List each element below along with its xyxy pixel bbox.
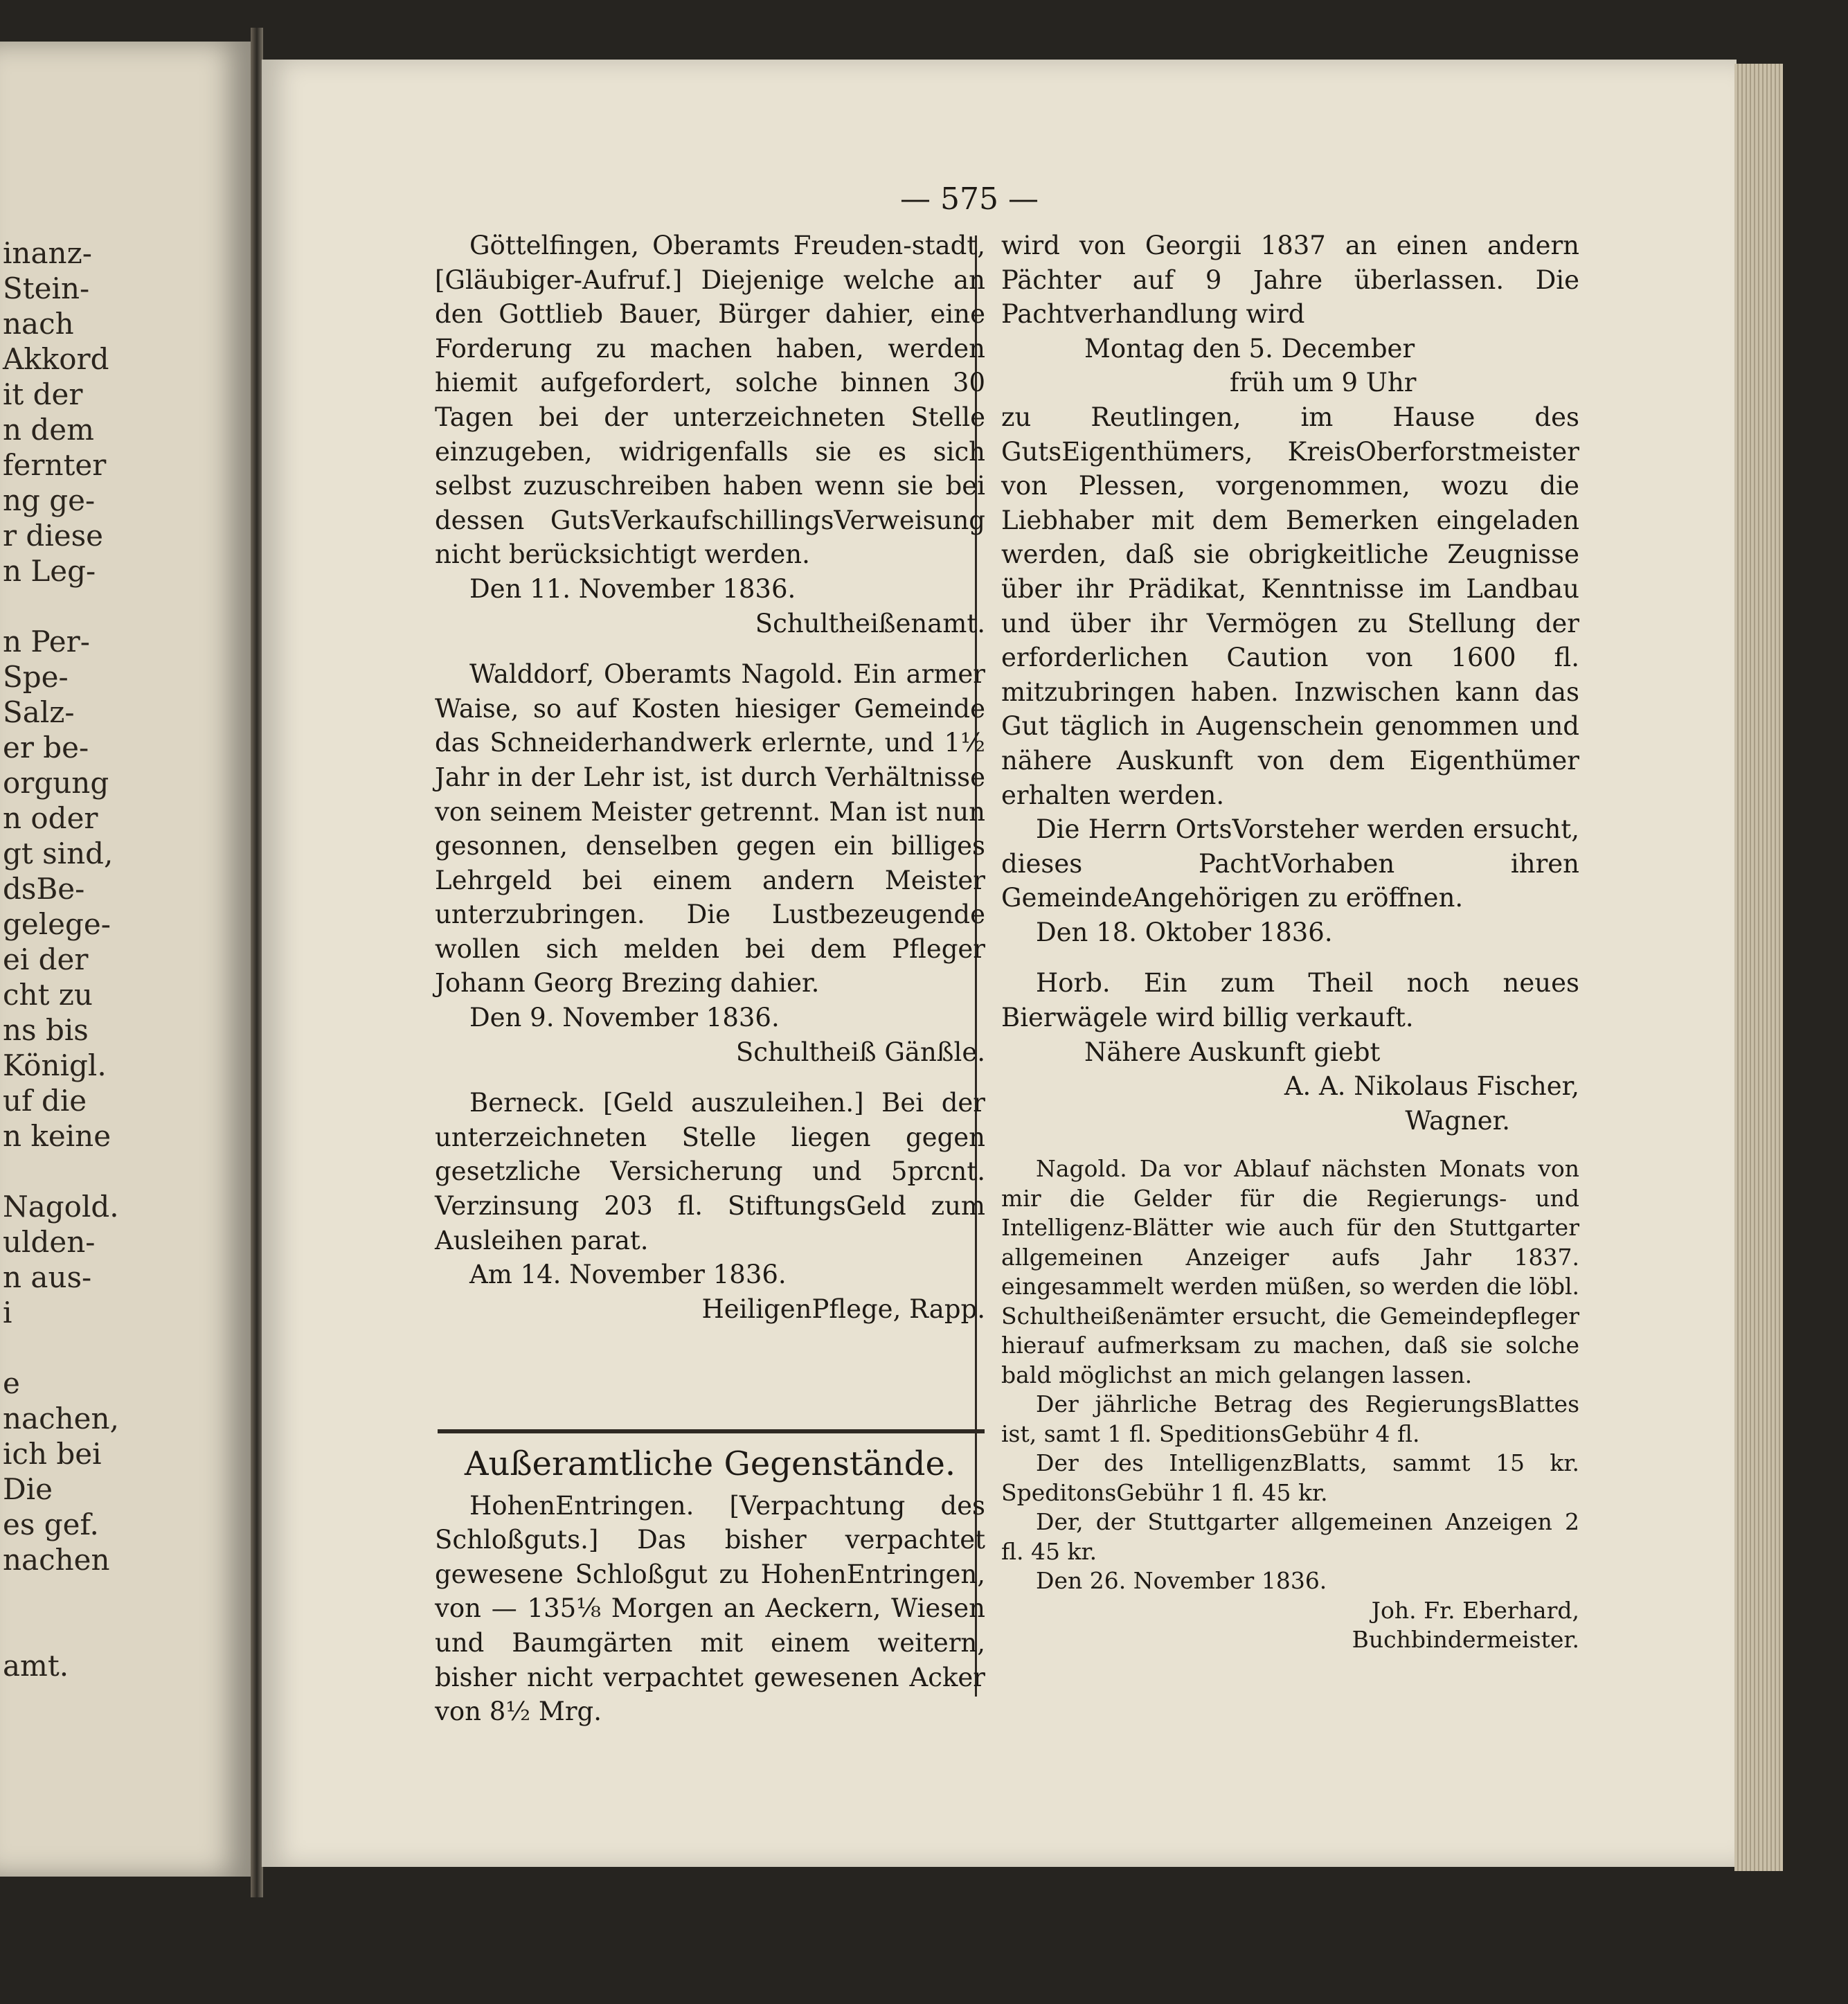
section-heading: Außeramtliche Gegenstände. [464,1444,956,1483]
text-paragraph: Den 9. November 1836. [469,1003,780,1033]
left-page-edge-text: Salz- [3,695,75,729]
text-paragraph: Berneck. [Geld auszuleihen.] Bei der unterzeichneten Stelle liegen gegen gesetzliche Versicherung und 5prcnt. Verzinsung 203 fl. StiftungsGeld zum Ausleihen parat. [435,1088,985,1255]
left-page-edge-text: es gef. [3,1508,99,1541]
left-page-edge-text: nach [3,307,74,341]
right-column-articles [1001,229,1579,1655]
text-paragraph: A. A. Nikolaus Fischer, [1284,1071,1579,1102]
text-paragraph: Nähere Auskunft giebt [1084,1037,1381,1067]
text-paragraph: HeiligenPflege, Rapp. [701,1294,985,1324]
left-page-edge-text: cht zu [3,978,93,1012]
paragraph-gap [435,1069,985,1086]
text-paragraph: wird von Georgii 1837 an einen andern Pächter auf 9 Jahre überlassen. Die Pachtverhandlung wird [1001,231,1579,330]
text-paragraph: Wagner. [1405,1105,1510,1136]
left-column [435,229,985,1326]
page-number: — 575 — [900,181,1039,217]
paragraph-gap [1001,949,1579,966]
text-paragraph: Der des IntelligenzBlatts, sammt 15 kr. SpeditonsGebühr 1 fl. 45 kr. [1001,1449,1579,1506]
text-paragraph: Die Herrn OrtsVorsteher werden ersucht, dieses PachtVorhaben ihren GemeindeAngehörigen zu eröffnen. [1001,814,1579,913]
left-page-edge-text: gt sind, [3,837,114,870]
text-paragraph: früh um 9 Uhr [1230,368,1417,398]
left-page-edge-text: ns bis [3,1013,89,1047]
text-paragraph: Der, der Stuttgarter allgemeinen Anzeigen 2 fl. 45 kr. [1001,1508,1579,1565]
right-column [1001,229,1579,1655]
left-page-edge-text: nachen [3,1543,110,1577]
text-paragraph: Am 14. November 1836. [469,1260,787,1290]
text-paragraph: zu Reutlingen, im Hause des GutsEigenthümers, KreisOberforstmeister von Plessen, vorgenommen, wozu die Liebhaber mit dem Bemerken eingeladen werden, daß sie obrigkeitliche Zeugnisse über ihr Prädikat, Kenntnisse im Landbau und über ihr Vermögen zu Stellung der erforderlichen Caution von 1600 fl. mitzubringen haben. Inzwischen kann das Gut täglich in Augenschein genommen und nähere Auskunft von dem Eigenthümer erhalten werden. [1001,402,1579,810]
left-page-edge-text: i [3,1296,12,1330]
left-page-edge-text: ich bei [3,1437,102,1471]
left-page-edge-text: ei der [3,942,89,976]
left-page-edge-text: Die [3,1472,53,1506]
text-paragraph: Den 11. November 1836. [469,573,796,604]
left-page-edge-text: Stein- [3,271,90,305]
section-separator-rule [438,1429,985,1433]
left-page-edge-text: n Per- [3,625,90,659]
text-paragraph: Schultheißenamt. [755,608,985,638]
hohenentringen-notice: HohenEntringen. [Verpachtung des Schloßguts.] Das bisher verpachtet gewesene Schloßgut zu HohenEntringen, von — 135⅛ Morgen an Aeckern, Wiesen und Baumgärten mit einem weitern, bisher nicht verpachtet gewesenen Acker von 8½ Mrg. [435,1490,985,1727]
left-page-edge-text: n aus- [3,1260,92,1294]
text-paragraph: Den 18. Oktober 1836. [1036,917,1333,947]
text-paragraph: Nagold. Da vor Ablauf nächsten Monats von mir die Gelder für die Regierungs- und Intelligenz-Blätter wie auch für den Stuttgarter allgemeinen Anzeiger aufs Jahr 1837. eingesammelt werden müßen, so werden die löbl. Schultheißenämter ersucht, die Gemeindepfleger hierauf aufmerksam zu machen, daß sie solche bald möglichst an mich gelangen lassen. [1001,1155,1579,1388]
left-page-edge-text: n Leg- [3,554,96,588]
left-column-lower [435,1442,985,1729]
text-paragraph: Montag den 5. December [1084,333,1415,364]
left-page-edge-text: Nagold. [3,1190,119,1224]
left-page-edge-text: Akkord [3,342,109,376]
left-page-edge-text: n dem [3,413,94,447]
left-page-edge-text: ulden- [3,1225,96,1259]
left-page-edge-text: gelege- [3,907,111,941]
text-paragraph: Der jährliche Betrag des RegierungsBlattes ist, samt 1 fl. SpeditionsGebühr 4 fl. [1001,1390,1579,1447]
left-page-edge-text: ng ge- [3,483,96,517]
left-page-edge-text: dsBe- [3,872,85,906]
left-page-edge-text: e [3,1366,20,1400]
text-paragraph: Schultheiß Gänßle. [735,1037,985,1067]
left-page-edge-text: n keine [3,1119,111,1153]
text-paragraph: Den 26. November 1836. [1036,1567,1327,1595]
text-paragraph: Göttelfingen, Oberamts Freuden-stadt, [Gläubiger-Aufruf.] Diejenige welche an den Gottlieb Bauer, Bürger dahier, eine Forderung zu machen haben, werden hiemit aufgefordert, solche binnen 30 Tagen bei der unterzeichneten Stelle einzugeben, widrigenfalls sie es sich selbst zuzuschreiben haben wenn sie bei dessen GutsVerkaufschillingsVerweisung nicht berücksichtigt werden. [435,231,985,570]
text-paragraph: Buchbindermeister. [1352,1626,1579,1654]
left-page-edge-text: fernter [3,448,107,482]
left-page-edge-text: er be- [3,731,89,764]
left-page [0,42,251,1877]
text-paragraph: Walddorf, Oberamts Nagold. Ein armer Waise, so auf Kosten hiesiger Gemeinde das Schneiderhandwerk erlernte, und 1½ Jahr in der Lehr ist, ist durch Verhältnisse von seinem Meister getrennt. Man ist nun gesonnen, denselben gegen ein billiges Lehrgeld bei einem andern Meister unterzubringen. Die Lustbezeugende wollen sich melden bei dem Pfleger Johann Georg Brezing dahier. [435,659,985,999]
left-page-edge-text: Königl. [3,1048,107,1082]
paragraph-gap [1001,1138,1579,1154]
left-column-articles [435,229,985,1326]
left-page-edge-text: nachen, [3,1402,119,1435]
left-page-edge-text: r diese [3,519,104,553]
left-page-edge-text: uf die [3,1084,87,1118]
left-page-edge-text: orgung [3,766,109,800]
left-page-edge-text: Spe- [3,660,69,694]
left-page-edge-text: n oder [3,801,98,835]
text-paragraph: Horb. Ein zum Theil noch neues Bierwägele wird billig verkauft. [1001,968,1579,1033]
text-paragraph: Joh. Fr. Eberhard, [1371,1596,1579,1624]
page-stack-edge [1734,64,1783,1871]
left-page-edge-text: it der [3,377,83,411]
left-page-edge-text: inanz- [3,236,92,270]
paragraph-gap [435,641,985,657]
left-page-edge-text: amt. [3,1649,69,1683]
